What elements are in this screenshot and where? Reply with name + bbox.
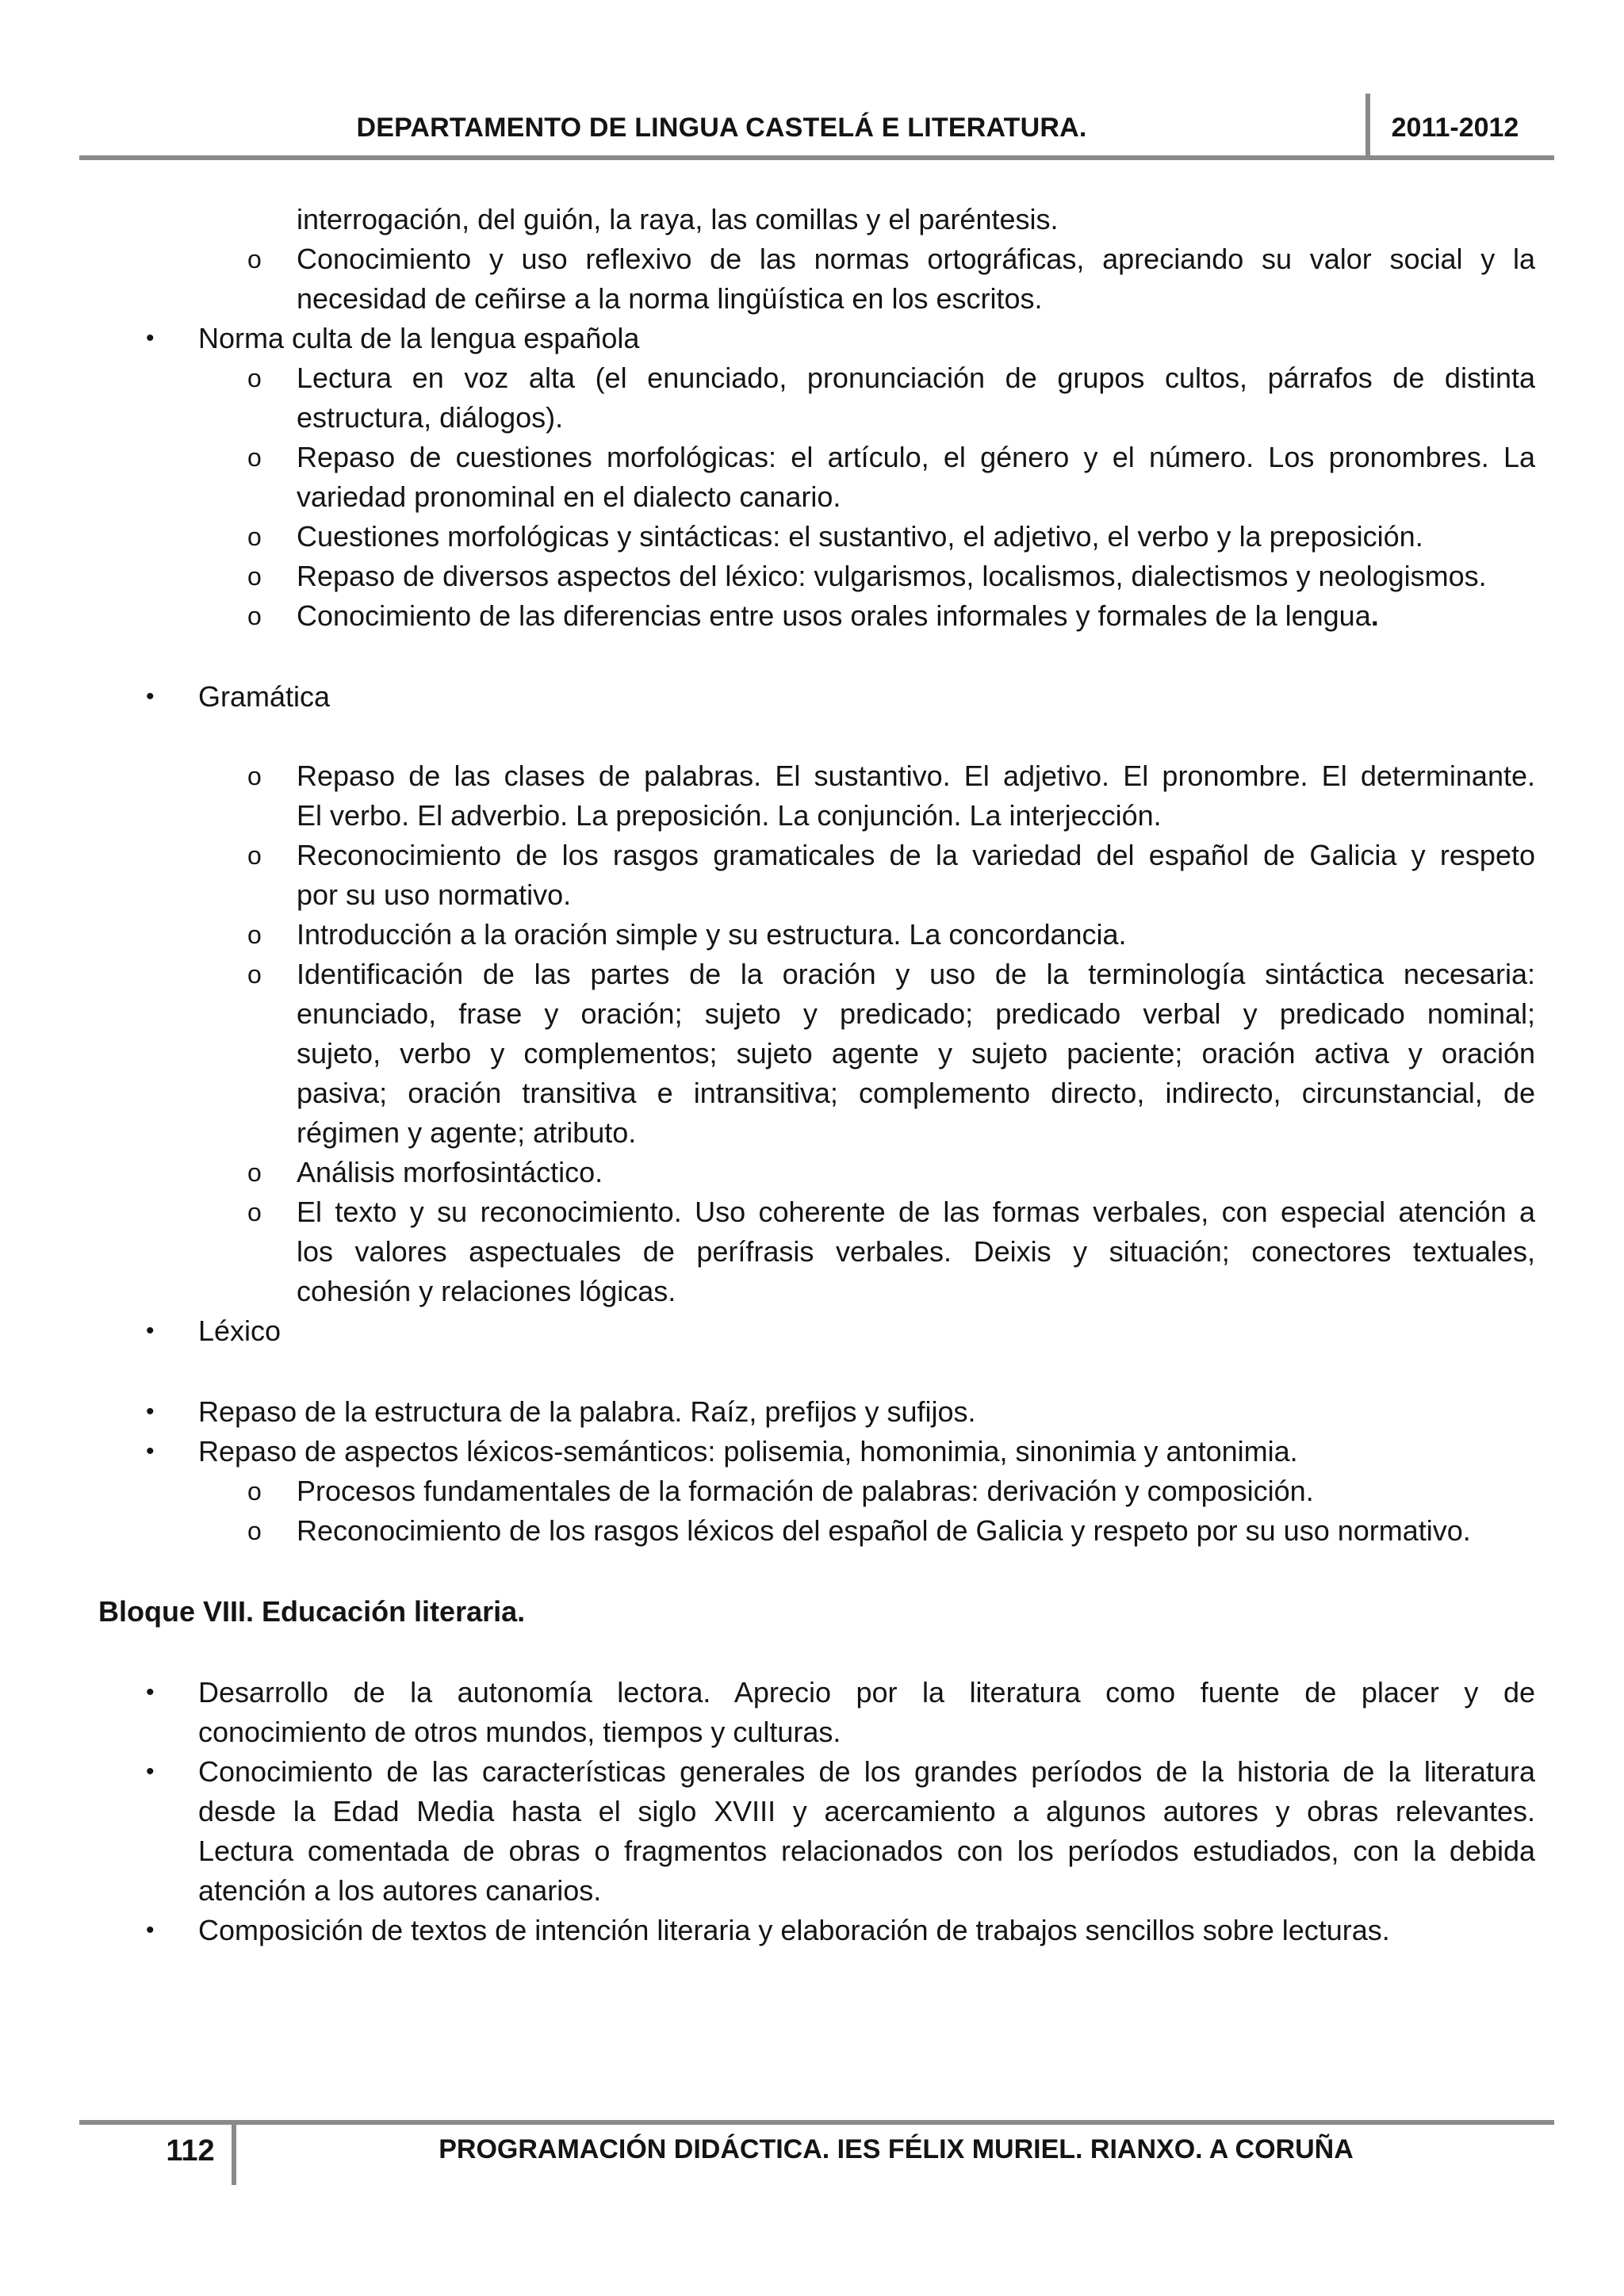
text-line: desde la Edad Media hasta el siglo XVIII y acercamiento a algunos autores y obras relevantes.	[198, 1795, 1535, 1827]
text-line: Reconocimiento de los rasgos gramaticales de la variedad del español de Galicia y respeto	[297, 839, 1535, 871]
text-line: Lectura comentada de obras o fragmentos relacionados con los períodos estudiados, con la debida	[198, 1835, 1535, 1867]
page-number: 112	[166, 2134, 215, 2168]
text-line: Desarrollo de la autonomía lectora. Aprecio por la literatura como fuente de placer y de	[198, 1676, 1535, 1709]
text-line: Procesos fundamentales de la formación de palabras: derivación y composición.	[297, 1475, 1314, 1507]
dot-bullet: •	[146, 1399, 155, 1425]
text-line: estructura, diálogos).	[297, 401, 564, 434]
circle-bullet: o	[247, 841, 262, 870]
dot-bullet: •	[146, 1318, 155, 1344]
text-line: Análisis morfosintáctico.	[297, 1156, 603, 1188]
text-line: pasiva; oración transitiva e intransitiva; complemento directo, indirecto, circunstancial, de	[297, 1077, 1535, 1109]
section-heading: Bloque VIII. Educación literaria.	[98, 1595, 526, 1628]
text-line: por su uso normativo.	[297, 878, 572, 911]
text-line: Repaso de cuestiones morfológicas: el artículo, el género y el número. Los pronombres. La	[297, 441, 1535, 473]
text-line: Repaso de diversos aspectos del léxico: vulgarismos, localismos, dialectismos y neologismos.	[297, 560, 1487, 592]
text-line: atención a los autores canarios.	[198, 1874, 602, 1907]
text-line: sujeto, verbo y complementos; sujeto agente y sujeto paciente; oración activa y oración	[297, 1037, 1535, 1070]
list-item-heading: Norma culta de la lengua española	[198, 322, 640, 354]
bold-period: .	[1370, 599, 1379, 632]
header-title: DEPARTAMENTO DE LINGUA CASTELÁ E LITERATURA.	[356, 113, 1087, 143]
dot-bullet: •	[146, 1679, 155, 1705]
dot-bullet: •	[146, 1758, 155, 1785]
circle-bullet: o	[247, 1198, 262, 1226]
circle-bullet: o	[247, 562, 262, 591]
text-line: variedad pronominal en el dialecto canario.	[297, 480, 841, 513]
circle-bullet: o	[247, 1517, 262, 1545]
circle-bullet: o	[247, 920, 262, 949]
text-line: Conocimiento de las características generales de los grandes períodos de la historia de la literatura	[198, 1755, 1535, 1788]
text-line: cohesión y relaciones lógicas.	[297, 1275, 676, 1307]
circle-bullet: o	[247, 443, 262, 472]
text-line: Cuestiones morfológicas y sintácticas: el sustantivo, el adjetivo, el verbo y la preposición.	[297, 520, 1423, 553]
dot-bullet: •	[146, 1438, 155, 1464]
dot-bullet: •	[146, 325, 155, 351]
circle-bullet: o	[247, 762, 262, 790]
text-line: Repaso de las clases de palabras. El sustantivo. El adjetivo. El pronombre. El determinante.	[297, 760, 1535, 792]
list-item-heading: Léxico	[198, 1314, 282, 1347]
dot-bullet: •	[146, 1917, 155, 1943]
header-divider	[1365, 94, 1370, 159]
text-line: Identificación de las partes de la oración y uso de la terminología sintáctica necesaria:	[297, 958, 1535, 990]
circle-bullet: o	[247, 1477, 262, 1506]
circle-bullet: o	[247, 522, 262, 551]
header-year: 2011-2012	[1391, 113, 1519, 143]
text-line: Repaso de aspectos léxicos-semánticos: polisemia, homonimia, sinonimia y antonimia.	[198, 1435, 1298, 1468]
text-line: enunciado, frase y oración; sujeto y predicado; predicado verbal y predicado nominal;	[297, 997, 1535, 1030]
circle-bullet: o	[247, 364, 262, 392]
text-line: régimen y agente; atributo.	[297, 1116, 637, 1149]
text-line: interrogación, del guión, la raya, las comillas y el paréntesis.	[297, 203, 1059, 235]
text-line: conocimiento de otros mundos, tiempos y culturas.	[198, 1716, 841, 1748]
text-line: Conocimiento y uso reflexivo de las normas ortográficas, apreciando su valor social y la	[297, 243, 1535, 275]
text-line: Composición de textos de intención literaria y elaboración de trabajos sencillos sobre lecturas.	[198, 1914, 1390, 1946]
text-line: Lectura en voz alta (el enunciado, pronunciación de grupos cultos, párrafos de distinta	[297, 362, 1535, 394]
footer-divider	[232, 2122, 236, 2185]
text-line: Introducción a la oración simple y su estructura. La concordancia.	[297, 918, 1127, 951]
list-item-heading: Gramática	[198, 680, 331, 713]
circle-bullet: o	[247, 245, 262, 274]
text-line	[297, 596, 1379, 636]
circle-bullet: o	[247, 960, 262, 989]
text-line: necesidad de ceñirse a la norma lingüística en los escritos.	[297, 282, 1043, 315]
text-line: Repaso de la estructura de la palabra. Raíz, prefijos y sufijos.	[198, 1395, 976, 1428]
footer-text: PROGRAMACIÓN DIDÁCTICA. IES FÉLIX MURIEL. RIANXO. A CORUÑA	[439, 2134, 1354, 2164]
text-span: Conocimiento de las diferencias entre usos orales informales y formales de la lengua	[297, 599, 1371, 632]
text-line: El verbo. El adverbio. La preposición. La conjunción. La interjección.	[297, 799, 1162, 832]
text-line: El texto y su reconocimiento. Uso coherente de las formas verbales, con especial atención a	[297, 1196, 1535, 1228]
dot-bullet: •	[146, 683, 155, 710]
footer-rule	[79, 2120, 1554, 2125]
text-line: Reconocimiento de los rasgos léxicos del español de Galicia y respeto por su uso normativo.	[297, 1514, 1471, 1547]
circle-bullet: o	[247, 1158, 262, 1187]
text-line: los valores aspectuales de perífrasis verbales. Deixis y situación; conectores textuales,	[297, 1235, 1535, 1268]
header-rule	[79, 155, 1554, 160]
circle-bullet: o	[247, 602, 262, 630]
